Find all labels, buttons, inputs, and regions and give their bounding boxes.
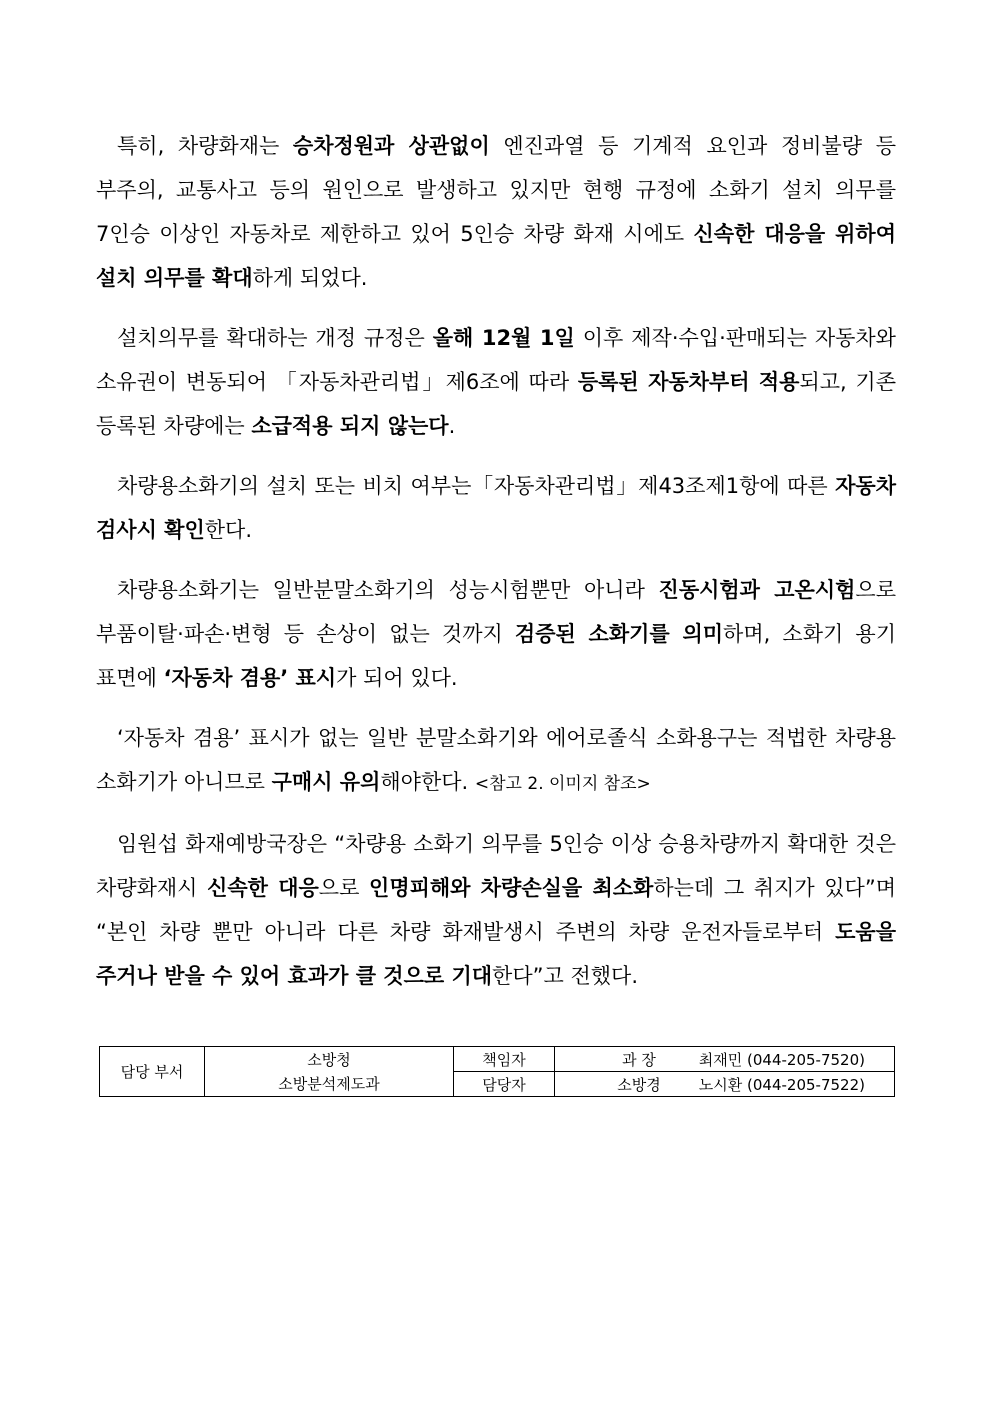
emphasis-text: 등록된 자동차부터 적용: [577, 370, 800, 394]
paragraph: [96, 464, 896, 552]
emphasis-text: 인명피해와 차량손실을 최소화: [369, 876, 654, 900]
contact-row-1: [100, 1047, 895, 1072]
dept-line-1: 소방청: [307, 1050, 351, 1069]
contact-table: [99, 1046, 895, 1097]
emphasis-text: 진동시험과 고온시험: [658, 578, 856, 602]
press-release-body: [96, 124, 896, 1014]
paragraph: [96, 124, 896, 300]
position-title: 과 장: [622, 1050, 656, 1069]
dept-label: 담당 부서: [100, 1047, 205, 1097]
body-text: 임원섭 화재예방국장은 “차량용 소화기 의무를 5인승 이상 승용차량까지 확대한 것은 차량화재시: [96, 832, 896, 900]
body-text: 해야한다.: [380, 770, 475, 794]
emphasis-text: 승차정원과 상관없이: [292, 134, 490, 158]
body-text: 특히, 차량화재는: [117, 134, 293, 158]
emphasis-text: 신속한 대응: [207, 876, 319, 900]
paragraph: [96, 716, 896, 806]
body-text: 으로 부품이탈·파손·변형 등 손상이 없는 것까지: [96, 578, 896, 646]
paragraph: [96, 568, 896, 700]
body-text: 차량용소화기는 일반분말소화기의 성능시험뿐만 아니라: [117, 578, 659, 602]
body-text: 되고, 기존 등록된 차량에는: [96, 370, 896, 438]
role-label: 담당자: [454, 1072, 555, 1097]
emphasis-text: ‘자동차 겸용’ 표시: [163, 666, 337, 690]
role-label: 책임자: [454, 1047, 555, 1072]
emphasis-text: 자동차 검사시 확인: [96, 474, 896, 542]
person-name-phone: 최재민 (044-205-7520): [698, 1050, 865, 1069]
body-text: 으로: [318, 876, 370, 900]
body-text: 하는데 그 취지가 있다”며 “본인 차량 뿐만 아니라 다른 차량 화재발생시 주변의 차량 운전자들로부터: [96, 876, 897, 944]
body-text: <참고 2. 이미지 참조>: [474, 774, 651, 794]
dept-name: [205, 1047, 454, 1097]
emphasis-text: 검증된 소화기를 의미: [514, 622, 724, 646]
emphasis-text: 올해 12월 1일: [432, 326, 575, 350]
body-text: 엔진과열 등 기계적 요인과 정비불량 등 부주의, 교통사고 등의 원인으로 발생하고 있지만 현행 규정에 소화기 설치 의무를 7인승 이상인 자동차로 제한하고 있어 5인승 차량 화재 시에도: [96, 134, 896, 246]
body-text: 한다”고 전했다.: [492, 964, 638, 988]
body-text: 하게 되었다.: [252, 266, 368, 290]
body-text: ‘자동차 겸용’ 표시가 없는 일반 분말소화기와 에어로졸식 소화용구는 적법한 차량용 소화기가 아니므로: [96, 726, 896, 794]
body-text: 가 되어 있다.: [336, 666, 458, 690]
body-text: 설치의무를 확대하는 개정 규정은: [117, 326, 433, 350]
emphasis-text: 구매시 유의: [271, 770, 381, 794]
dept-line-2: 소방분석제도과: [278, 1074, 380, 1093]
paragraph: [96, 822, 896, 998]
body-text: 차량용소화기의 설치 또는 비치 여부는「자동차관리법」제43조제1항에 따른: [117, 474, 836, 498]
body-text: .: [448, 414, 456, 438]
contact-person: [555, 1072, 895, 1097]
emphasis-text: 소급적용 되지 않는다: [251, 414, 449, 438]
body-text: 한다.: [204, 518, 252, 542]
contact-person: [555, 1047, 895, 1072]
body-text: 이후 제작·수입·판매되는 자동차와 소유권이 변동되어 「자동차관리법」제6조에 따라: [96, 326, 896, 394]
position-title: 소방경: [617, 1075, 661, 1094]
person-name-phone: 노시환 (044-205-7522): [698, 1075, 865, 1094]
emphasis-text: 신속한 대응을 위하여 설치 의무를 확대: [96, 222, 896, 290]
paragraph: [96, 316, 896, 448]
emphasis-text: 도움을 주거나 받을 수 있어 효과가 클 것으로 기대: [96, 920, 896, 988]
body-text: 하며, 소화기 용기 표면에: [96, 622, 896, 690]
